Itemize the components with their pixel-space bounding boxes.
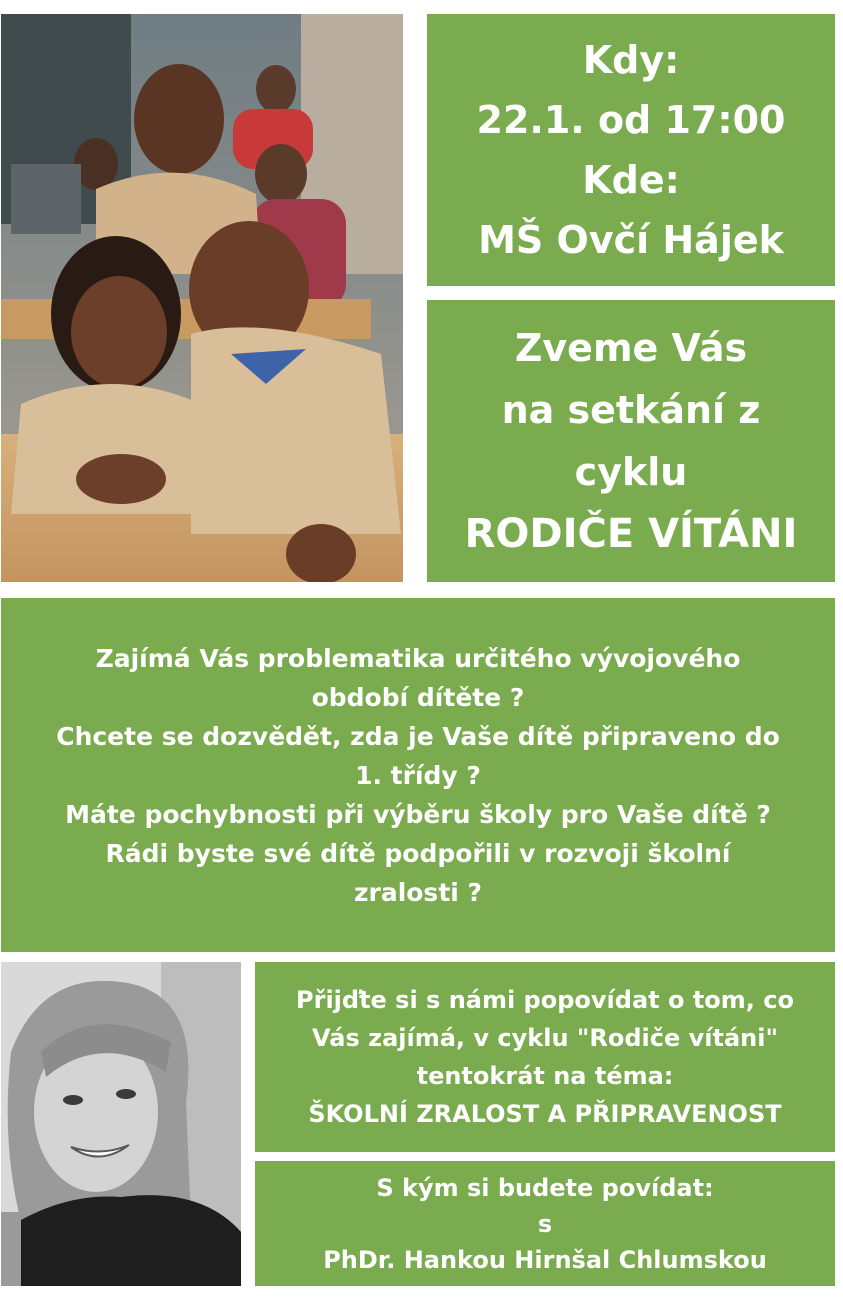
when-where-panel <box>427 14 835 286</box>
speaker-photo-illustration <box>1 962 241 1286</box>
question-line: období dítěte ? <box>311 682 525 712</box>
speaker-intro: S kým si budete povídat: <box>376 1173 714 1202</box>
topic-title: ŠKOLNÍ ZRALOST A PŘIPRAVENOST <box>308 1100 782 1128</box>
invite-series-title: RODIČE VÍTÁNI <box>464 511 798 557</box>
topic-panel <box>255 962 835 1152</box>
question-line: zralosti ? <box>353 877 483 907</box>
speaker-photo <box>1 962 241 1286</box>
speaker-preposition: s <box>537 1209 553 1238</box>
where-label: Kde: <box>582 158 680 202</box>
question-line: 1. třídy ? <box>355 760 481 790</box>
topic-line-1: Přijďte si s námi popovídat o tom, co <box>296 986 794 1014</box>
invite-line-3: cyklu <box>574 450 688 494</box>
topic-line-3: tentokrát na téma: <box>416 1062 674 1090</box>
invite-line-1: Zveme Vás <box>514 326 748 370</box>
question-line: Chcete se dozvědět, zda je Vaše dítě připraveno do <box>56 721 780 751</box>
where-value: MŠ Ovčí Hájek <box>478 218 784 262</box>
topic-line-2: Vás zajímá, v cyklu "Rodiče vítáni" <box>312 1024 778 1052</box>
children-photo-illustration <box>1 14 403 582</box>
when-label: Kdy: <box>582 38 680 82</box>
children-photo <box>1 14 403 582</box>
question-line: Zajímá Vás problematika určitého vývojového <box>95 643 741 673</box>
speaker-panel <box>255 1161 835 1286</box>
question-line: Máte pochybnosti při výběru školy pro Vaše dítě ? <box>65 799 771 829</box>
invite-line-2: na setkání z <box>501 388 761 432</box>
when-value: 22.1. od 17:00 <box>476 98 786 142</box>
questions-panel <box>1 598 835 952</box>
speaker-name: PhDr. Hankou Hirnšal Chlumskou <box>323 1245 767 1274</box>
question-line: Rádi byste své dítě podpořili v rozvoji školní <box>105 838 731 868</box>
invite-panel <box>427 300 835 582</box>
